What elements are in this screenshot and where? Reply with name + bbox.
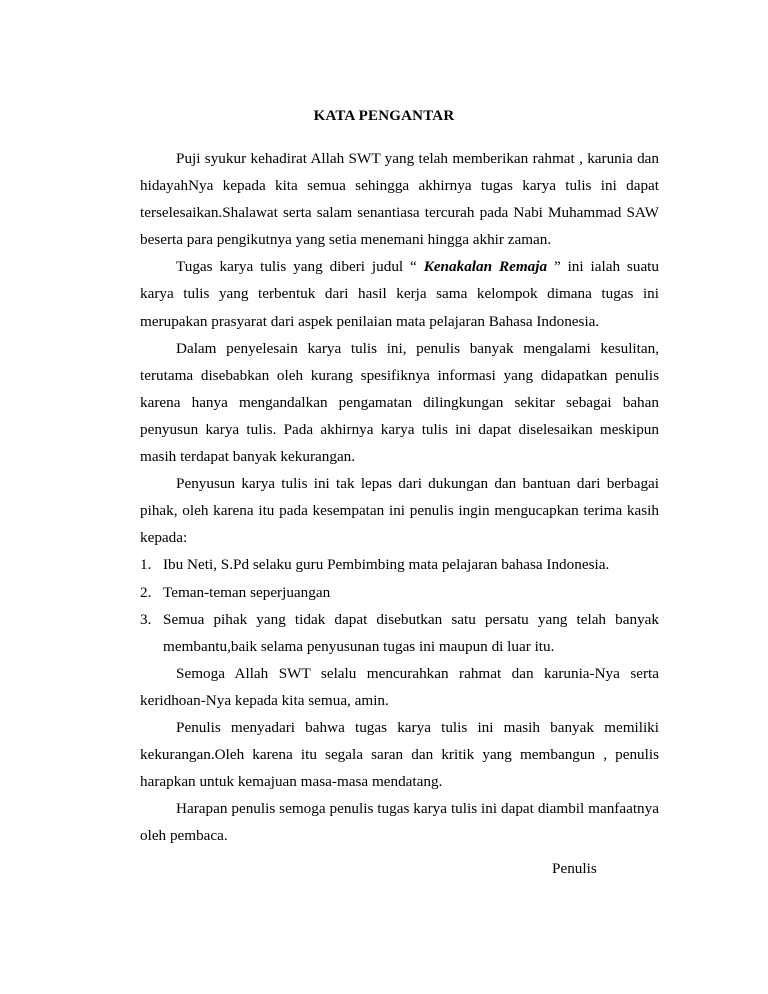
list-item-text: Ibu Neti, S.Pd selaku guru Pembimbing mata pelajaran bahasa Indonesia. bbox=[163, 556, 610, 574]
page-title: KATA PENGANTAR bbox=[313, 108, 455, 124]
list-item-text: Teman-teman seperjuangan bbox=[163, 583, 331, 601]
list-item-text: Semua pihak yang tidak dapat disebutkan satu persatu yang telah banyak membantu,baik selama penyusunan tugas ini maupun di luar itu. bbox=[163, 610, 659, 655]
paragraph-title-intro-before: Tugas karya tulis yang diberi judul “ bbox=[176, 258, 424, 276]
paragraph-title-intro bbox=[140, 253, 659, 334]
list-item bbox=[140, 579, 659, 606]
document-body bbox=[140, 145, 659, 849]
paragraph-thanks: Penyusun karya tulis ini tak lepas dari dukungan dan bantuan dari berbagai pihak, oleh karena itu pada kesempatan ini penulis ingin mengucapkan terima kasih kepada: bbox=[140, 475, 659, 547]
list-item bbox=[140, 606, 659, 660]
paragraph-title-intro-after: ” ini ialah suatu karya tulis yang terbentuk dari hasil kerja sama kelompok dimana tugas ini merupakan prasyarat dari aspek penilaian mata pelajaran Bahasa Indonesia. bbox=[140, 258, 659, 330]
paragraph-opening: Puji syukur kehadirat Allah SWT yang telah memberikan rahmat , karunia dan hidayahNya kepada kita semua sehingga akhirnya tugas karya tulis ini dapat terselesaikan.Shalawat serta salam senantiasa tercurah pada Nabi Muhammad SAW beserta para pengikutnya yang setia menemani hingga akhir zaman. bbox=[140, 150, 659, 249]
paragraph-hope: Harapan penulis semoga penulis tugas karya tulis ini dapat diambil manfaatnya oleh pembaca. bbox=[140, 800, 659, 845]
paragraph-prayer: Semoga Allah SWT selalu mencurahkan rahmat dan karunia-Nya serta keridhoan-Nya kepada kita semua, amin. bbox=[140, 664, 659, 709]
paragraph-feedback: Penulis menyadari bahwa tugas karya tulis ini masih banyak memiliki kekurangan.Oleh karena itu segala saran dan kritik yang membangun , penulis harapkan untuk kemajuan masa-masa mendatang. bbox=[140, 718, 659, 791]
list-item-number: 1. bbox=[140, 556, 152, 574]
essay-title: Kenakalan Remaja bbox=[423, 258, 548, 276]
list-item bbox=[140, 551, 659, 578]
paragraph-difficulties: Dalam penyelesain karya tulis ini, penulis banyak mengalami kesulitan, terutama disebabkan oleh kurang spesifiknya informasi yang didapatkan penulis karena hanya mengandalkan pengamatan dilingkungan sekitar sebagai bahan penyusun karya tulis. Pada akhirnya karya tulis ini dapat diselesaikan meskipun masih terdapat banyak kekurangan. bbox=[140, 339, 659, 466]
list-item-number: 2. bbox=[140, 583, 152, 601]
author-signature: Penulis bbox=[552, 860, 597, 877]
thanks-list bbox=[140, 551, 659, 659]
list-item-number: 3. bbox=[140, 610, 152, 628]
